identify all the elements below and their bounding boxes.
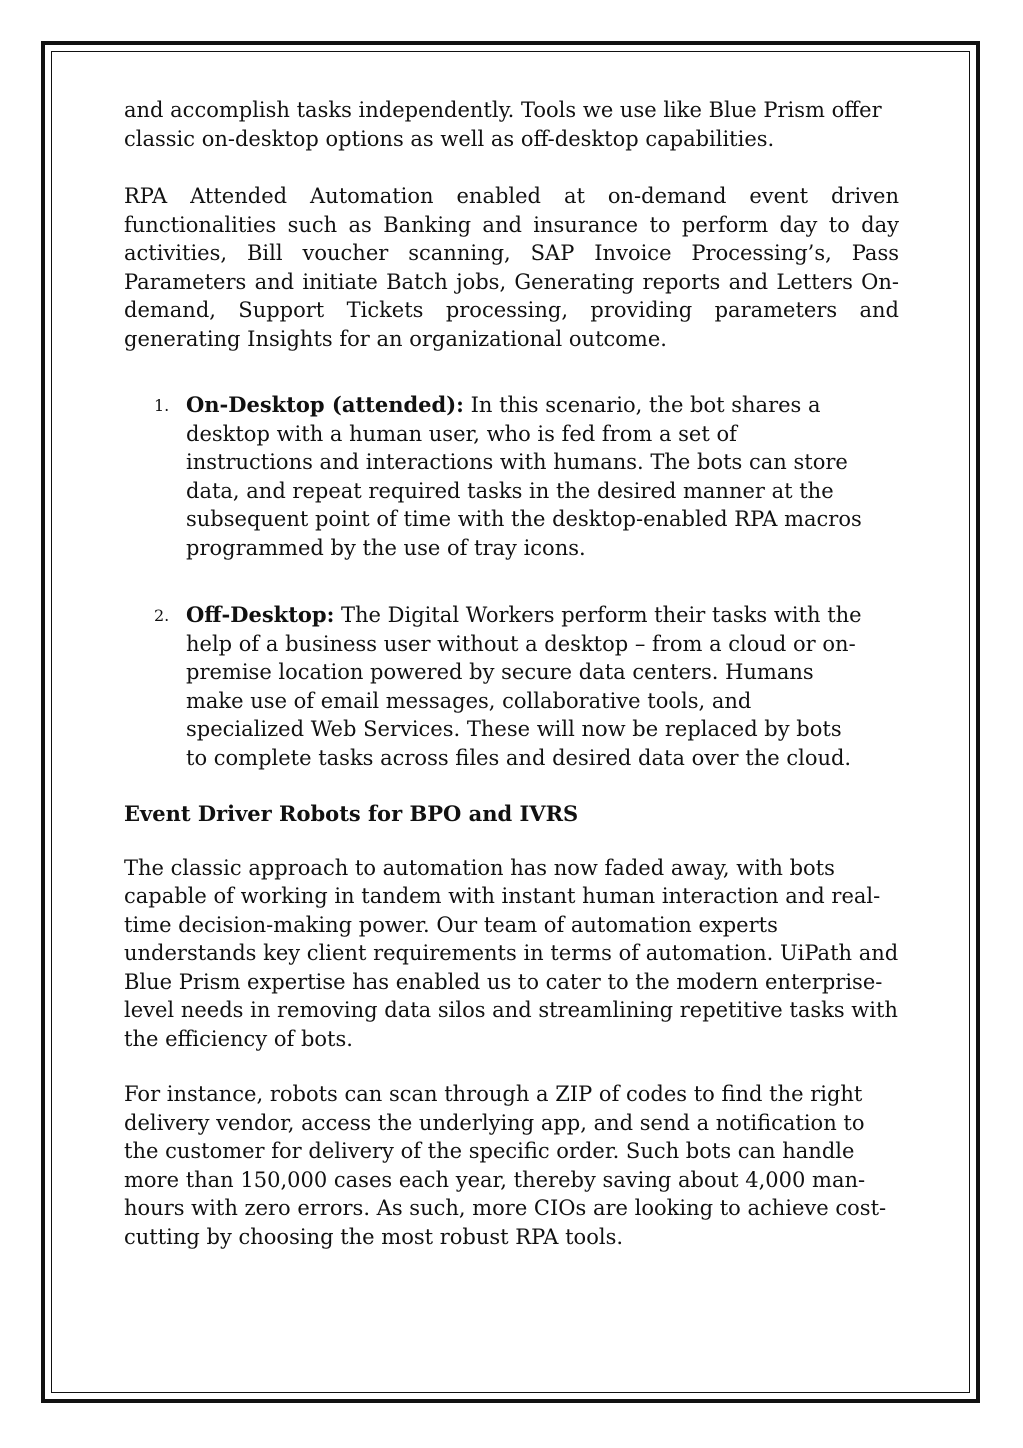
- deployment-modes-list: [124, 391, 899, 772]
- list-number: 1.: [154, 396, 170, 415]
- list-item-text: The Digital Workers perform their tasks with the help of a business user without a desktop – from a cloud or on-premise location powered by secure data centers. Humans make use of email messages, collaborative tools, and specialized Web Services. These will now be replaced by bots to complete tasks across files and desired data over the cloud.: [186, 603, 862, 770]
- document-body: [124, 96, 899, 1251]
- instance-paragraph: For instance, robots can scan through a ZIP of codes to find the right delivery vendor, access the underlying app, and send a notification to the customer for delivery of the specific order. Such bots can handle more than 150,000 cases each year, thereby saving about 4,000 man-hours with zero errors. As such, more CIOs are looking to achieve cost-cutting by choosing the most robust RPA tools.: [124, 1082, 887, 1249]
- list-number: 2.: [154, 606, 170, 625]
- intro-paragraph: and accomplish tasks independently. Tools we use like Blue Prism offer classic on-desktop options as well as off-desktop capabilities.: [124, 98, 882, 151]
- classic-approach-paragraph: The classic approach to automation has now faded away, with bots capable of working in tandem with instant human interaction and real-time decision-making power. Our team of automation experts understands key client requirements in terms of automation. UiPath and Blue Prism expertise has enabled us to cater to the modern enterprise-level needs in removing data silos and streamlining repetitive tasks with the efficiency of bots.: [124, 855, 899, 1051]
- section-heading: Event Driver Robots for BPO and IVRS: [124, 801, 579, 826]
- list-item-term: Off-Desktop:: [186, 602, 335, 627]
- list-item: [124, 391, 899, 562]
- list-item-text: In this scenario, the bot shares a desktop with a human user, who is fed from a set of instructions and interactions with humans. The bots can store data, and repeat required tasks in the desired manner at the subsequent point of time with the desktop-enabled RPA macros programmed by the use of tray icons.: [186, 393, 862, 560]
- attended-automation-paragraph: RPA Attended Automation enabled at on-demand event driven functionalities such as Banking and insurance to perform day to day activities, Bill voucher scanning, SAP Invoice Processing’s, Pass Parameters and initiate Batch jobs, Generating reports and Letters On-demand, Support Tickets processing, providing parameters and generating Insights for an organizational outcome.: [124, 184, 899, 351]
- list-item-term: On-Desktop (attended):: [186, 392, 464, 417]
- list-item: [124, 601, 899, 772]
